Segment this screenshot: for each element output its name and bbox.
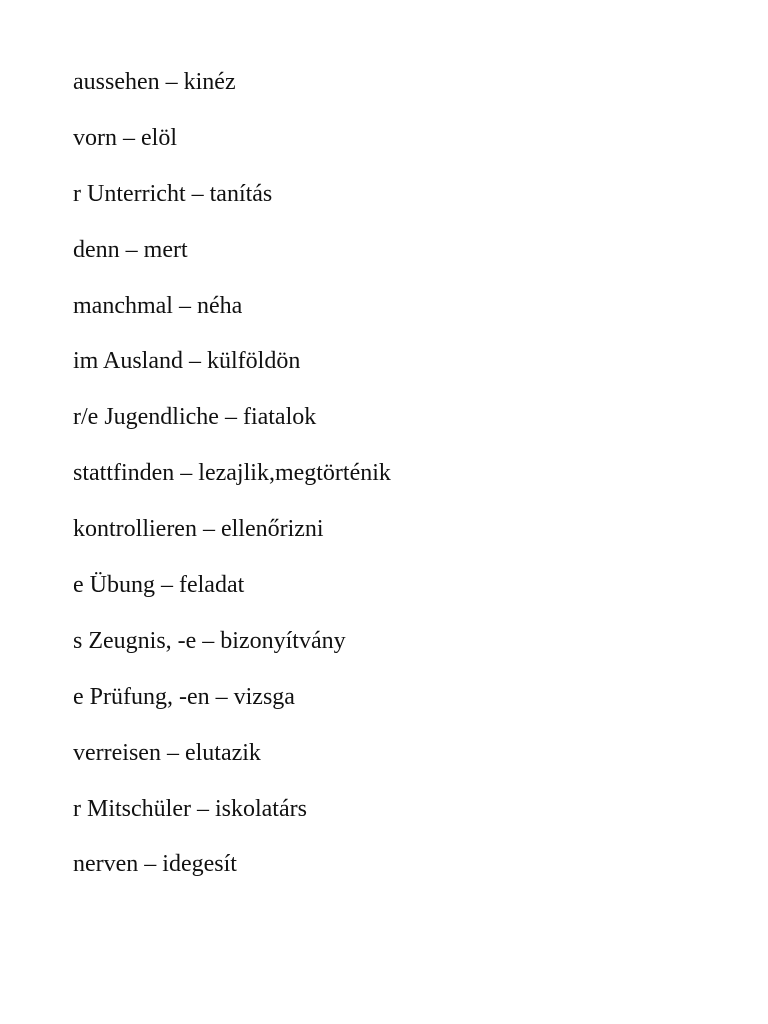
vocab-entry: e Übung – feladat	[73, 572, 245, 599]
vocab-entry: r/e Jugendliche – fiatalok	[73, 404, 317, 431]
vocab-entry: vorn – elöl	[73, 124, 177, 151]
vocab-entry: stattfinden – lezajlik,megtörténik	[73, 460, 391, 487]
vocabulary-list	[73, 64, 391, 902]
vocab-entry: verreisen – elutazik	[73, 739, 261, 766]
vocab-entry: kontrollieren – ellenőrizni	[73, 516, 324, 543]
vocab-entry: manchmal – néha	[73, 292, 243, 319]
vocab-entry: r Mitschüler – iskolatárs	[73, 795, 307, 822]
vocab-entry: im Ausland – külföldön	[73, 348, 301, 375]
vocab-entry: e Prüfung, -en – vizsga	[73, 683, 295, 710]
vocab-entry: s Zeugnis, -e – bizonyítvány	[73, 627, 346, 654]
vocab-entry: nerven – idegesít	[73, 851, 237, 878]
vocab-entry: aussehen – kinéz	[73, 69, 236, 95]
vocab-entry: r Unterricht – tanítás	[73, 180, 273, 207]
vocab-entry: denn – mert	[73, 236, 188, 263]
